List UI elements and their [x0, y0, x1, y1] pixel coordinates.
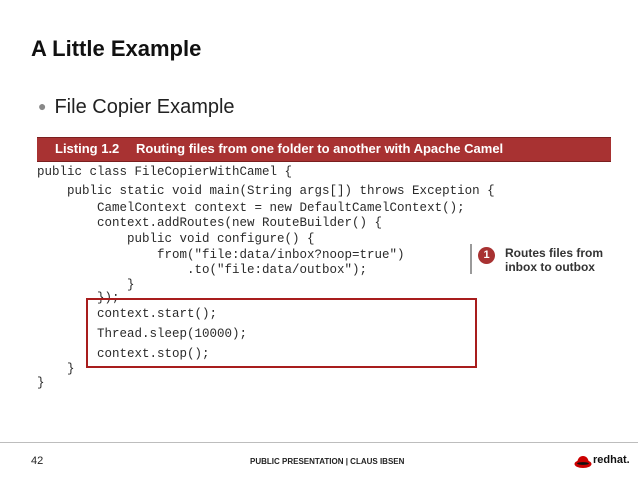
code-line: public void configure() { [37, 232, 315, 246]
bullet-item [38, 96, 235, 119]
slide-title: A Little Example [31, 36, 202, 61]
code-line: } [37, 278, 135, 292]
bullet-text: File Copier Example [54, 96, 235, 118]
annotation-number-badge: 1 [478, 247, 495, 264]
code-line: from("file:data/inbox?noop=true") [37, 248, 405, 262]
code-line: } [37, 376, 45, 390]
code-line: }); [37, 291, 120, 305]
annotation-line-2: inbox to outbox [505, 260, 595, 274]
code-line: public class FileCopierWithCamel { [37, 165, 293, 179]
bullet-icon: ● [38, 98, 47, 114]
logo-text: redhat. [593, 454, 630, 466]
shadowman-icon [574, 453, 592, 469]
footer-text: PUBLIC PRESENTATION | CLAUS IBSEN [250, 457, 405, 466]
listing-header [37, 137, 611, 162]
code-line: CamelContext context = new DefaultCamelContext(); [37, 201, 465, 215]
redhat-logo [574, 452, 630, 470]
code-line: context.addRoutes(new RouteBuilder() { [37, 216, 383, 230]
code-line: Thread.sleep(10000); [37, 327, 248, 341]
code-line: } [37, 362, 75, 376]
listing-caption: Routing files from one folder to another with Apache Camel [136, 141, 504, 156]
code-line: .to("file:data/outbox"); [37, 263, 368, 277]
page-number: 42 [31, 455, 44, 467]
annotation-text [505, 246, 603, 274]
code-line: context.stop(); [37, 347, 210, 361]
annotation-line-1: Routes files from [505, 246, 604, 260]
annotation-pointer [470, 244, 472, 274]
code-line: context.start(); [37, 307, 218, 321]
highlight-box [86, 298, 477, 368]
footer-divider [0, 442, 638, 443]
listing-label: Listing 1.2 [55, 141, 120, 156]
code-line: public static void main(String args[]) throws Exception { [37, 184, 495, 198]
